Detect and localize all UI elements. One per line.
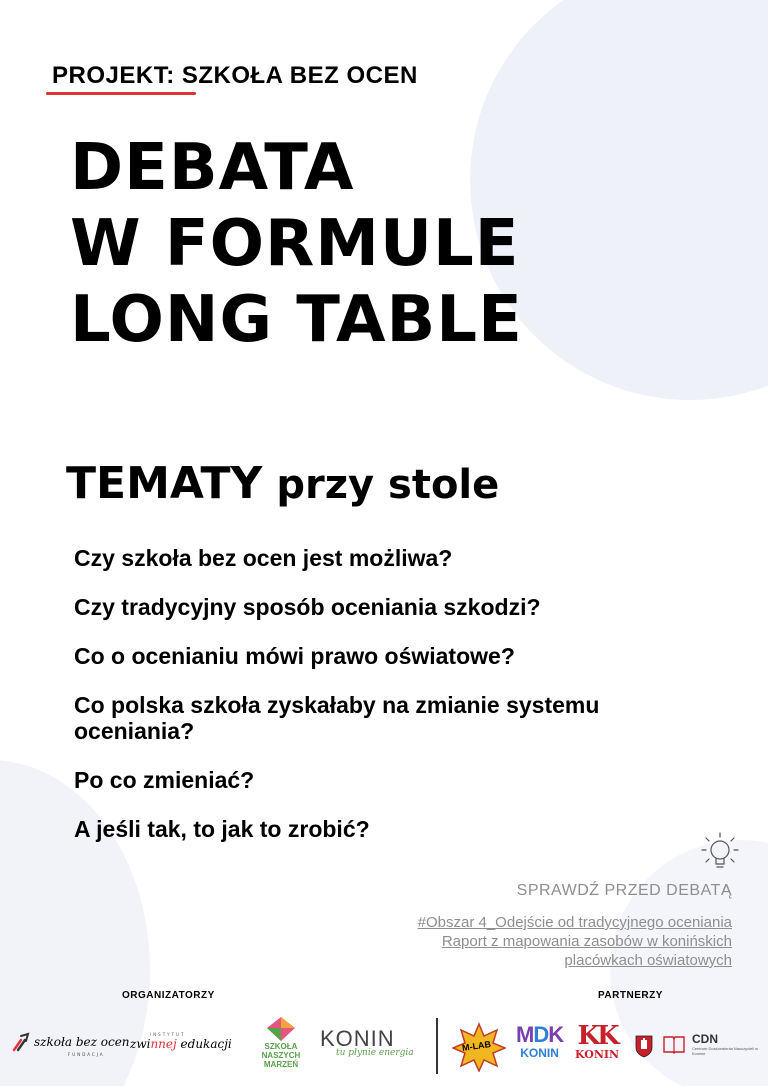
logo-instytut-zwinnej-edukacji bbox=[130, 1032, 232, 1051]
logo-mdk-konin bbox=[516, 1024, 563, 1060]
link-report-line-1[interactable]: Raport z mapowania zasobów w konińskich bbox=[441, 933, 732, 950]
logo-konin-text: KONIN bbox=[320, 1026, 395, 1051]
logo-mdk-d: D bbox=[533, 1022, 549, 1047]
logo-cdn-subtitle: Centrum Doskonalenia Nauczycieli w Koninie bbox=[692, 1046, 759, 1056]
topics-list bbox=[74, 545, 674, 865]
logo-mdk-letters bbox=[516, 1024, 563, 1046]
partners-label: PARTNERZY bbox=[598, 990, 663, 1001]
project-label: PROJEKT: SZKOŁA BEZ OCEN bbox=[52, 62, 418, 89]
logo-szkola-naszych-marzen bbox=[253, 1016, 309, 1069]
logo-cdn bbox=[662, 1032, 762, 1056]
organizers-label: ORGANIZATORZY bbox=[122, 990, 215, 1001]
topic-item: Czy tradycyjny sposób oceniania szkodzi? bbox=[74, 594, 541, 620]
logo-snm-line: MARZEŃ bbox=[263, 1060, 299, 1069]
resource-links bbox=[418, 913, 732, 970]
topics-title-strong: TEMATY bbox=[66, 458, 263, 509]
link-area-4[interactable]: #Obszar 4_Odejście od tradycyjnego oceniania bbox=[417, 914, 732, 931]
topics-title-rest: przy stole bbox=[276, 462, 500, 508]
logo-m-lab bbox=[452, 1022, 506, 1072]
logo-inst-part-c: edukacji bbox=[176, 1037, 232, 1051]
logo-szkola-bez-ocen bbox=[12, 1032, 130, 1057]
headline-line-3: LONG TABLE bbox=[70, 283, 523, 357]
topic-item: A jeśli tak, to jak to zrobić? bbox=[74, 816, 370, 842]
logo-divider bbox=[436, 1018, 438, 1074]
check-before-debate-title: SPRAWDŹ PRZED DEBATĄ bbox=[516, 882, 732, 899]
logo-cdn-title: CDN bbox=[692, 1032, 718, 1046]
topics-title bbox=[66, 458, 499, 509]
logo-mdk-k: K bbox=[548, 1022, 564, 1047]
kite-icon bbox=[264, 1016, 298, 1042]
topic-item: Co polska szkoła zyskałaby na zmianie systemu oceniania? bbox=[74, 692, 600, 744]
topic-item: Czy szkoła bez ocen jest możliwa? bbox=[74, 545, 453, 571]
logo-snm-text bbox=[262, 1042, 301, 1069]
logo-inst-part-a: zwi bbox=[130, 1037, 151, 1051]
headline bbox=[70, 130, 523, 358]
logo-inst-text bbox=[130, 1037, 232, 1051]
logo-snm-line: NASZYCH bbox=[261, 1051, 301, 1060]
logo-konin-tagline: tu płynie energia bbox=[336, 1048, 414, 1058]
headline-line-2: W FORMULE bbox=[70, 207, 520, 281]
coat-of-arms-icon bbox=[634, 1034, 654, 1058]
logo-konin bbox=[320, 1026, 414, 1058]
topic-item: Co o ocenianiu mówi prawo oświatowe? bbox=[74, 643, 515, 669]
lightbulb-icon bbox=[692, 828, 748, 878]
arrow-icon bbox=[12, 1032, 30, 1052]
logo-kk-konin bbox=[575, 1021, 620, 1061]
logo-sbo-subtext: FUNDACJA bbox=[68, 1052, 105, 1057]
logo-inst-part-b: nnej bbox=[150, 1037, 177, 1051]
logo-kk-letters: KK bbox=[577, 1021, 617, 1051]
book-icon bbox=[662, 1032, 686, 1056]
logo-sbo-text: szkoła bez ocen bbox=[34, 1035, 130, 1049]
link-report-line-2[interactable]: placówkach oświatowych bbox=[564, 952, 732, 969]
logo-mlab-text: M-LAB bbox=[461, 1039, 492, 1053]
logo-snm-line: SZKOŁA bbox=[264, 1042, 298, 1051]
logo-inst-top: INSTYTUT bbox=[150, 1032, 186, 1037]
headline-line-1: DEBATA bbox=[70, 131, 355, 205]
logo-mdk-m: M bbox=[516, 1022, 534, 1047]
logo-kk-city: KONIN bbox=[575, 1048, 620, 1061]
logo-cdn-text bbox=[692, 1032, 762, 1056]
project-underline bbox=[46, 92, 196, 95]
topic-item: Po co zmieniać? bbox=[74, 767, 255, 793]
logo-mdk-city: KONIN bbox=[520, 1046, 559, 1060]
